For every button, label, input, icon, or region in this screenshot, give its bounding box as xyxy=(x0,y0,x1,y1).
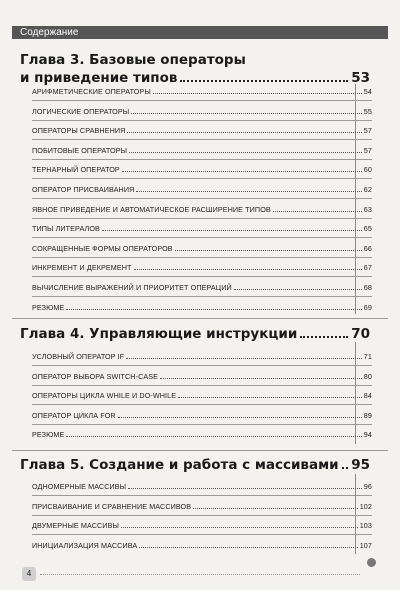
entry-divider xyxy=(32,534,372,535)
toc-entry[interactable] xyxy=(32,352,372,361)
chapter-5-page: 95 xyxy=(351,457,370,473)
toc-entry[interactable] xyxy=(32,107,372,116)
toc-entry[interactable] xyxy=(32,303,372,312)
page-number: 4 xyxy=(22,567,36,581)
entry-divider xyxy=(32,218,372,219)
dot-leader xyxy=(300,336,348,338)
chapter-4-page: 70 xyxy=(351,326,370,342)
toc-entry-label: АРИФМЕТИЧЕСКИЕ ОПЕРАТОРЫ xyxy=(32,87,151,96)
entry-divider xyxy=(32,296,372,297)
dot-leader xyxy=(128,488,362,489)
toc-entry-label: ПРИСВАИВАНИЕ И СРАВНЕНИЕ МАССИВОВ xyxy=(32,501,192,511)
toc-entry-label: УСЛОВНЫЙ ОПЕРАТОР IF xyxy=(32,352,125,361)
toc-entry[interactable] xyxy=(32,87,372,96)
entry-divider xyxy=(32,178,372,179)
dot-leader xyxy=(139,547,357,548)
toc-entry-label: ЯВНОЕ ПРИВЕДЕНИЕ И АВТОМАТИЧЕСКОЕ РАСШИРЕНИЕ ТИПОВ xyxy=(32,204,271,214)
chapter-5-title-line1: Глава 5. Создание и работа с массивами xyxy=(20,457,339,473)
page-marker-dot xyxy=(367,558,376,567)
dot-leader xyxy=(127,132,361,133)
toc-entry-label: ВЫЧИСЛЕНИЕ ВЫРАЖЕНИЙ И ПРИОРИТЕТ ОПЕРАЦИЙ xyxy=(32,283,232,292)
page-header-title: Содержание xyxy=(20,27,79,38)
dot-leader xyxy=(175,250,362,251)
entry-divider xyxy=(32,495,372,496)
toc-entry[interactable] xyxy=(32,502,372,511)
chapter-separator xyxy=(12,450,388,451)
toc-entry-label: ОДНОМЕРНЫЕ МАССИВЫ xyxy=(32,482,127,491)
toc-entry-label: ТЕРНАРНЫЙ ОПЕРАТОР xyxy=(32,165,120,175)
entry-divider xyxy=(32,159,372,160)
toc-entry[interactable] xyxy=(32,146,372,155)
entry-divider xyxy=(32,404,372,405)
dot-leader xyxy=(234,289,362,290)
toc-entry[interactable] xyxy=(32,372,372,381)
toc-entry[interactable] xyxy=(32,482,372,491)
dot-leader xyxy=(342,467,349,469)
dot-leader xyxy=(180,80,348,82)
entry-divider xyxy=(32,515,372,516)
toc-entry-page: 107 xyxy=(359,540,372,550)
toc-entry[interactable] xyxy=(32,126,372,135)
dot-leader xyxy=(102,230,362,231)
toc-entry-label: ОПЕРАТОРЫ ЦИКЛА WHILE И DO-WHILE xyxy=(32,391,177,400)
toc-entry[interactable] xyxy=(32,205,372,214)
toc-entry-label: ОПЕРАТОР ЦИКЛА FOR xyxy=(32,410,116,420)
dot-leader xyxy=(66,436,361,437)
dot-leader xyxy=(160,378,362,379)
toc-entry-label: ИНИЦИАЛИЗАЦИЯ МАССИВА xyxy=(32,540,138,550)
dot-leader xyxy=(273,211,362,212)
toc-entry-page: 57 xyxy=(363,126,372,136)
entry-divider xyxy=(32,276,372,277)
chapter-3-title-line2: и приведение типов xyxy=(20,70,178,86)
toc-entry-page: 68 xyxy=(363,283,372,292)
toc-entry-page: 62 xyxy=(363,185,372,194)
toc-entry[interactable] xyxy=(32,541,372,550)
dot-leader xyxy=(136,191,361,192)
toc-entry-label: ЛОГИЧЕСКИЕ ОПЕРАТОРЫ xyxy=(32,106,130,116)
toc-entry-page: 67 xyxy=(363,263,372,273)
toc-entry[interactable] xyxy=(32,263,372,272)
column-rule xyxy=(355,84,356,314)
dot-leader xyxy=(131,113,362,114)
toc-entry-label: ДВУМЕРНЫЕ МАССИВЫ xyxy=(32,521,119,530)
toc-entry[interactable] xyxy=(32,283,372,292)
entry-divider xyxy=(32,100,372,101)
toc-entry-page: 63 xyxy=(363,204,372,214)
toc-entry[interactable] xyxy=(32,430,372,439)
dot-leader xyxy=(118,417,362,418)
toc-entry-page: 60 xyxy=(363,165,372,175)
dot-leader xyxy=(66,309,361,310)
toc-entry-page: 103 xyxy=(359,521,372,530)
chapter-3-title xyxy=(20,51,370,87)
toc-entry-page: 89 xyxy=(363,410,372,420)
toc-entry-page: 66 xyxy=(363,243,372,253)
dot-leader xyxy=(122,171,362,172)
toc-entry-page: 65 xyxy=(363,224,372,234)
toc-entry-label: ИНКРЕМЕНТ И ДЕКРЕМЕНТ xyxy=(32,263,132,273)
entry-divider xyxy=(32,139,372,140)
entry-divider xyxy=(32,237,372,238)
chapter-separator xyxy=(12,318,388,319)
toc-entry-label: ОПЕРАТОРЫ СРАВНЕНИЯ xyxy=(32,126,126,136)
entry-divider xyxy=(32,257,372,258)
toc-entry-label: ПОБИТОВЫЕ ОПЕРАТОРЫ xyxy=(32,145,128,155)
toc-entry-page: 102 xyxy=(359,501,372,511)
toc-entry-label: СОКРАЩЕННЫЕ ФОРМЫ ОПЕРАТОРОВ xyxy=(32,243,173,253)
toc-entry-label: ОПЕРАТОР ПРИСВАИВАНИЯ xyxy=(32,185,135,194)
toc-entry[interactable] xyxy=(32,411,372,420)
chapter-3-title-line1: Глава 3. Базовые операторы xyxy=(20,52,246,68)
toc-entry-page: 54 xyxy=(363,87,372,96)
toc-entry-page: 55 xyxy=(363,106,372,116)
toc-entry-page: 80 xyxy=(363,371,372,381)
toc-entry[interactable] xyxy=(32,165,372,174)
entry-divider xyxy=(32,385,372,386)
dot-leader xyxy=(178,397,362,398)
chapter-3-page: 53 xyxy=(351,70,370,86)
chapter-4-title-line1: Глава 4. Управляющие инструкции xyxy=(20,326,298,342)
toc-entry-page: 96 xyxy=(363,482,372,491)
toc-entry-page: 94 xyxy=(363,430,372,439)
toc-entry[interactable] xyxy=(32,391,372,400)
entry-divider xyxy=(32,424,372,425)
toc-entry[interactable] xyxy=(32,224,372,233)
dot-leader xyxy=(153,93,362,94)
dot-leader xyxy=(193,508,358,509)
toc-entry-page: 84 xyxy=(363,391,372,400)
chapter-4-title xyxy=(20,325,370,343)
chapter-5-title xyxy=(20,456,370,474)
entry-divider xyxy=(32,120,372,121)
footer-dotted-line xyxy=(40,574,360,575)
dot-leader xyxy=(134,269,362,270)
toc-entry-label: РЕЗЮМЕ xyxy=(32,302,65,312)
entry-divider xyxy=(32,365,372,366)
toc-entry-page: 71 xyxy=(363,352,372,361)
toc-entry-page: 69 xyxy=(363,302,372,312)
toc-entry-label: РЕЗЮМЕ xyxy=(32,430,65,439)
toc-entry-label: ОПЕРАТОР ВЫБОРА SWITCH-CASE xyxy=(32,371,159,381)
toc-entry-label: ТИПЫ ЛИТЕРАЛОВ xyxy=(32,224,100,234)
toc-entry[interactable] xyxy=(32,244,372,253)
entry-divider xyxy=(32,198,372,199)
dot-leader xyxy=(121,527,358,528)
toc-entry-page: 57 xyxy=(363,145,372,155)
toc-entry[interactable] xyxy=(32,185,372,194)
dot-leader xyxy=(126,358,362,359)
toc-entry[interactable] xyxy=(32,521,372,530)
dot-leader xyxy=(129,152,362,153)
